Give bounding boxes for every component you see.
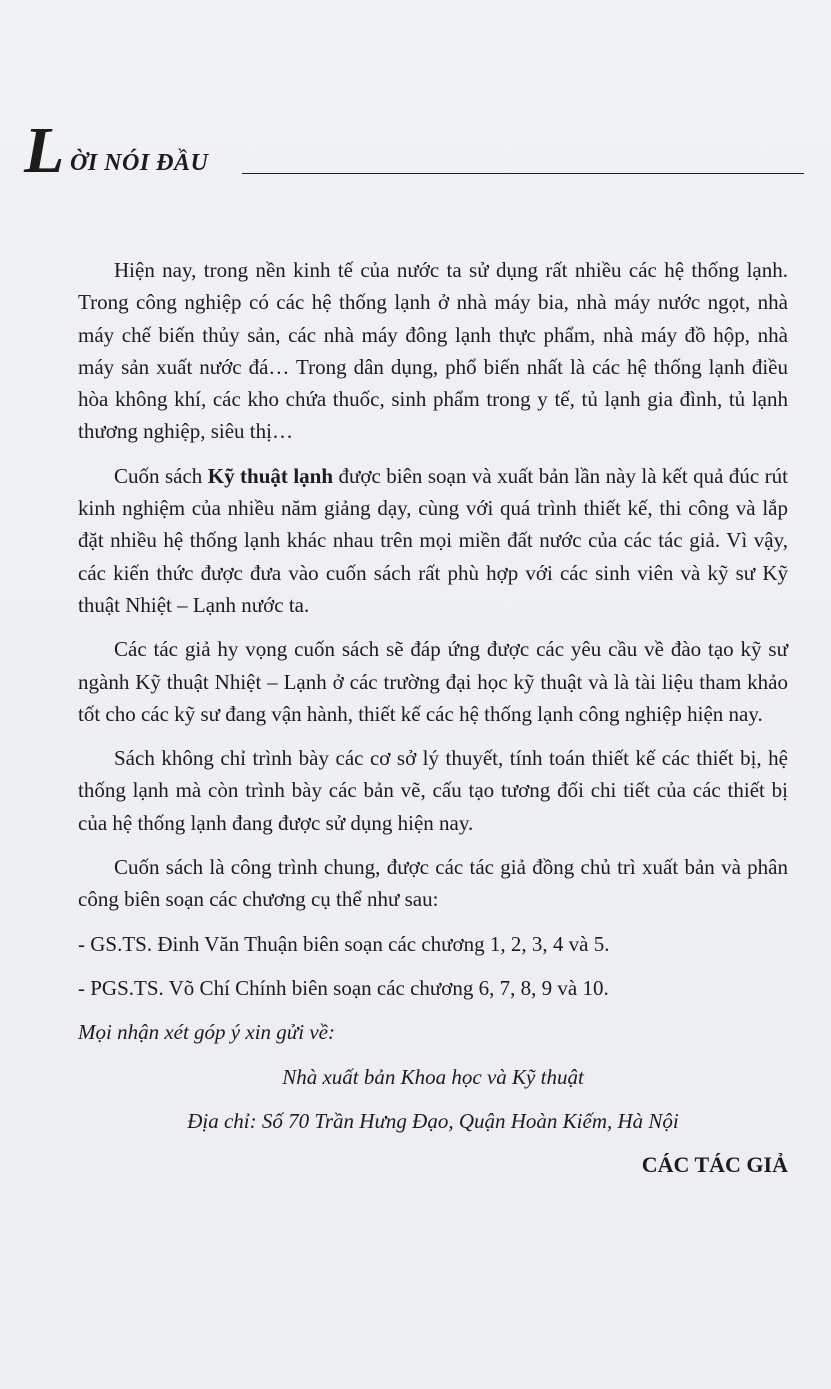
signature: CÁC TÁC GIẢ	[641, 1152, 788, 1178]
paragraph-content: Sách không chỉ trình bày các cơ sở lý thuyết, tính toán thiết kế các thiết bị, hệ thống lạnh mà còn trình bày các bản vẽ, cấu tạo tương đối chi tiết của các thiết bị của hệ thống lạnh đang được sử dụng hiện nay.	[78, 746, 788, 835]
paragraph-hopes: Các tác giả hy vọng cuốn sách sẽ đáp ứng được các yêu cầu về đào tạo kỹ sư ngành Kỹ thuật Nhiệt – Lạnh ở các trường đại học kỹ thuật và là tài liệu tham khảo tốt cho các kỹ sư đang vận hành, thiết kế các hệ thống lạnh công nghiệp hiện nay.	[78, 637, 788, 726]
heading-title: ỜI NÓI ĐẦU	[70, 150, 209, 176]
publisher-address: Địa chỉ: Số 70 Trần Hưng Đạo, Quận Hoàn Kiếm, Hà Nội	[187, 1108, 679, 1133]
paragraph-book-description	[78, 460, 788, 621]
book-title: Kỹ thuật lạnh	[207, 463, 334, 488]
author-item: - PGS.TS. Võ Chí Chính biên soạn các chương 6, 7, 8, 9 và 10.	[78, 975, 609, 1000]
publisher-name: Nhà xuất bản Khoa học và Kỹ thuật	[282, 1064, 584, 1089]
heading-underline	[242, 173, 804, 174]
feedback-intro: Mọi nhận xét góp ý xin gửi về:	[78, 1020, 335, 1045]
paragraph-intro: Hiện nay, trong nền kinh tế của nước ta sử dụng rất nhiều các hệ thống lạnh. Trong công nghiệp có các hệ thống lạnh ở nhà máy bia, nhà máy nước ngọt, nhà máy chế biến thủy sản, các nhà máy đông lạnh thực phẩm, nhà máy đồ hộp, nhà máy sản xuất nước đá… Trong dân dụng, phổ biến nhất là các hệ thống lạnh điều hòa không khí, các kho chứa thuốc, sinh phẩm trong y tế, tủ lạnh gia đình, tủ lạnh thương nghiệp, siêu thị…	[78, 258, 788, 444]
preface-body	[78, 254, 788, 1181]
paragraph-authorship: Cuốn sách là công trình chung, được các tác giả đồng chủ trì xuất bản và phân công biên soạn các chương cụ thể như sau:	[78, 855, 788, 912]
paragraph-book-description-start: Cuốn sách	[114, 463, 208, 488]
author-item: - GS.TS. Đinh Văn Thuận biên soạn các chương 1, 2, 3, 4 và 5.	[78, 931, 610, 956]
page-heading	[24, 114, 784, 188]
heading-initial-letter: L	[24, 114, 65, 187]
paragraph-book-description-end: được biên soạn và xuất bản lần này là kết quả đúc rút kinh nghiệm của nhiều năm giảng dạy, cùng với quá trình thiết kế, thi công và lắp đặt nhiều hệ thống lạnh khác nhau trên mọi miền đất nước của các tác giả. Vì vậy, các kiến thức được đưa vào cuốn sách rất phù hợp với các sinh viên và kỹ sư Kỹ thuật Nhiệt – Lạnh nước ta.	[78, 463, 789, 617]
